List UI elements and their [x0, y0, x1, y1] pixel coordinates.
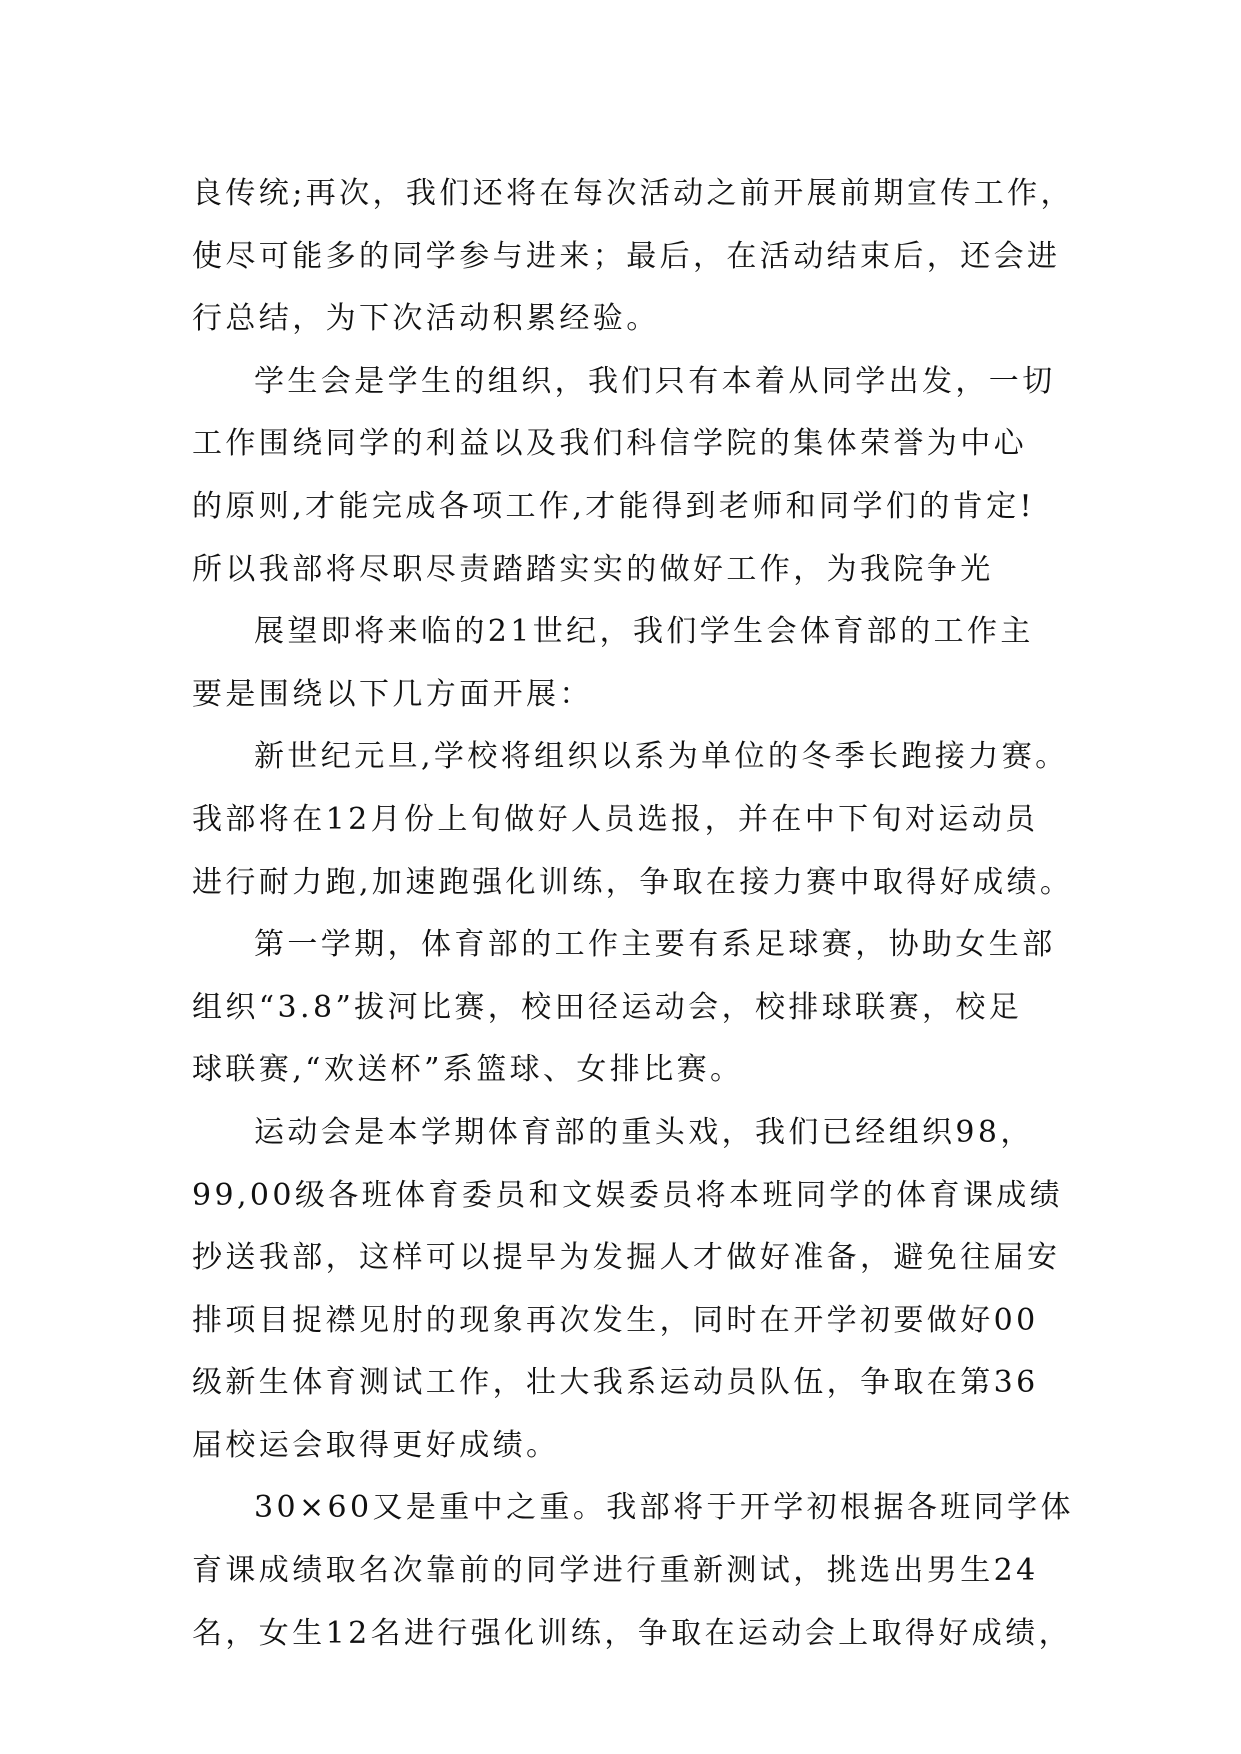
paragraph-first-line: 30×60又是重中之重。我部将于开学初根据各班同学体 — [254, 1490, 1074, 1526]
text-line: 行总结，为下次活动积累经验。 — [192, 301, 660, 337]
text-line: 使尽可能多的同学参与进来；最后，在活动结束后，还会进 — [192, 238, 1061, 274]
document-body — [192, 163, 1074, 1665]
text-line: 进行耐力跑,加速跑强化训练，争取在接力赛中取得好成绩。 — [192, 864, 1074, 900]
paragraph-first-line: 新世纪元旦,学校将组织以系为单位的冬季长跑接力赛。 — [254, 739, 1069, 775]
text-line: 级新生体育测试工作，壮大我系运动员队伍，争取在第36 — [192, 1365, 1039, 1401]
text-line: 排项目捉襟见肘的现象再次发生，同时在开学初要做好00 — [192, 1302, 1039, 1338]
text-line: 所以我部将尽职尽责踏踏实实的做好工作，为我院争光 — [192, 551, 994, 587]
text-line: 届校运会取得更好成绩。 — [192, 1427, 560, 1463]
text-line: 我部将在12月份上旬做好人员选报，并在中下旬对运动员 — [192, 801, 1039, 837]
text-line: 组织“3.8”拔河比赛，校田径运动会，校排球联赛，校足 — [192, 989, 1023, 1025]
paragraph-first-line: 学生会是学生的组织，我们只有本着从同学出发，一切 — [254, 363, 1056, 399]
text-line: 名，女生12名进行强化训练，争取在运动会上取得好成绩， — [192, 1615, 1072, 1651]
text-line: 99,00级各班体育委员和文娱委员将本班同学的体育课成绩 — [192, 1177, 1064, 1213]
text-line: 要是围绕以下几方面开展： — [192, 676, 593, 712]
paragraph-first-line: 第一学期，体育部的工作主要有系足球赛，协助女生部 — [254, 927, 1056, 963]
text-line: 工作围绕同学的利益以及我们科信学院的集体荣誉为中心 — [192, 426, 1027, 462]
paragraph-first-line: 展望即将来临的21世纪，我们学生会体育部的工作主 — [254, 614, 1034, 650]
text-line: 的原则,才能完成各项工作,才能得到老师和同学们的肯定! — [192, 488, 1035, 524]
text-line: 抄送我部，这样可以提早为发掘人才做好准备，避免往届安 — [192, 1240, 1061, 1276]
text-line: 育课成绩取名次靠前的同学进行重新测试，挑选出男生24 — [192, 1553, 1039, 1589]
text-line: 良传统;再次，我们还将在每次活动之前开展前期宣传工作， — [192, 176, 1074, 211]
paragraph-first-line: 运动会是本学期体育部的重头戏，我们已经组织98， — [254, 1114, 1034, 1150]
text-line: 球联赛,“欢送杯”系篮球、女排比赛。 — [192, 1052, 744, 1088]
